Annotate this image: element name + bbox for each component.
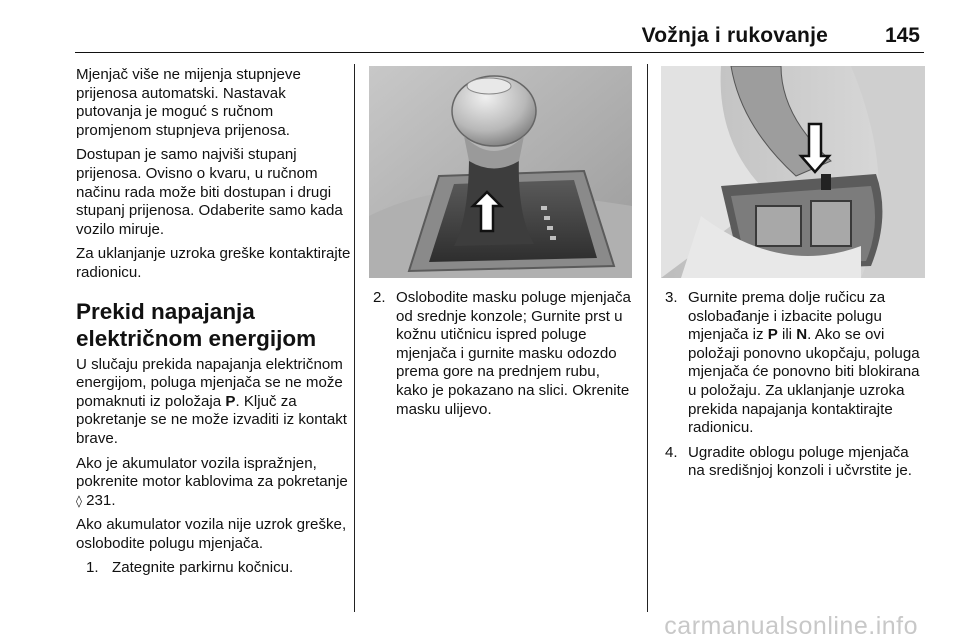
step-number: 3. — [665, 289, 678, 306]
page-number: 145 — [884, 24, 920, 47]
gear-lever-mask-illustration — [369, 66, 632, 278]
paragraph: Ako akumulator vozila nije uzrok greške, oslobodite polugu mjenjača. — [76, 516, 347, 552]
list-item — [665, 289, 927, 438]
paragraph: Za uklanjanje uzroka greške kontaktirajte radionicu. — [76, 245, 351, 281]
text-run: . Ako se ovi položaji ponovno ukopčaju, poluga mjenjača će ponovno biti blokirana u položaju. Za uklanjanje uzroka prekida napajanja kontaktirajte radionicu. — [688, 326, 920, 437]
gear-lever-release-figure — [661, 66, 925, 278]
header-rule — [75, 52, 924, 53]
step-number: 2. — [373, 289, 386, 306]
list-item — [86, 559, 351, 578]
list-item — [373, 289, 635, 419]
page-reference-icon: ◊ — [76, 493, 82, 508]
text-run: Gurnite prema dolje ručicu za oslobađanje i izbacite polugu mjenjača iz — [688, 289, 886, 344]
paragraph — [76, 356, 351, 449]
section-heading: Prekid napajanja električnom energijom — [76, 298, 317, 351]
list-item — [665, 444, 927, 481]
gear-position-label: P — [225, 392, 236, 410]
text-run: . Ključ za pokretanje se ne može izvaditi iz kontakt brave. — [76, 392, 347, 447]
text-run: Ako je akumulator vozila ispražnjen, pokrenite motor kablovima za pokretanje — [76, 454, 348, 491]
column-3 — [665, 289, 927, 487]
gear-position-label: N — [796, 326, 808, 344]
step-text: Ugradite oblogu poluge mjenjača na središnjoj konzoli i učvrstite je. — [688, 443, 912, 480]
column-1 — [76, 66, 351, 584]
text-run: ili — [777, 326, 797, 344]
paragraph: Dostupan je samo najviši stupanj prijenosa. Ovisno o kvaru, u ručnom načinu rada može biti dostupan i drugi stupanj prijenosa. Odaberite samo kada vozilo miruje. — [76, 146, 343, 238]
step-number: 1. — [86, 559, 99, 577]
watermark: carmanualsonline.info — [664, 612, 918, 640]
column-divider-2 — [647, 64, 648, 612]
page-reference-number: 231. — [81, 491, 116, 509]
step-list — [76, 559, 351, 578]
paragraph — [76, 455, 351, 511]
chapter-title: Vožnja i rukovanje — [641, 24, 828, 47]
gear-lever-release-illustration — [661, 66, 925, 278]
step-list — [665, 289, 927, 481]
column-2 — [373, 289, 635, 425]
step-list — [373, 289, 635, 419]
step-text: Oslobodite masku poluge mjenjača od srednje konzole; Gurnite prst u kožnu utičnicu ispred poluge mjenjača i gurnite masku odozdo prema gore na prednjem rubu, kako je pokazano na slici. Okrenite masku ulijevo. — [396, 289, 631, 418]
paragraph: Mjenjač više ne mijenja stupnjeve prijenosa automatski. Nastavak putovanja je moguć s ručnom promjenom stupnjeva prijenosa. — [76, 66, 301, 139]
column-divider-1 — [354, 64, 355, 612]
step-text: Zategnite parkirnu kočnicu. — [112, 559, 294, 577]
gear-lever-mask-figure — [369, 66, 632, 278]
text-run: U slučaju prekida napajanja električnom energijom, poluga mjenjača se ne može pomaknuti iz položaja — [76, 355, 343, 410]
step-number: 4. — [665, 443, 678, 461]
gear-position-label: P — [767, 326, 778, 344]
